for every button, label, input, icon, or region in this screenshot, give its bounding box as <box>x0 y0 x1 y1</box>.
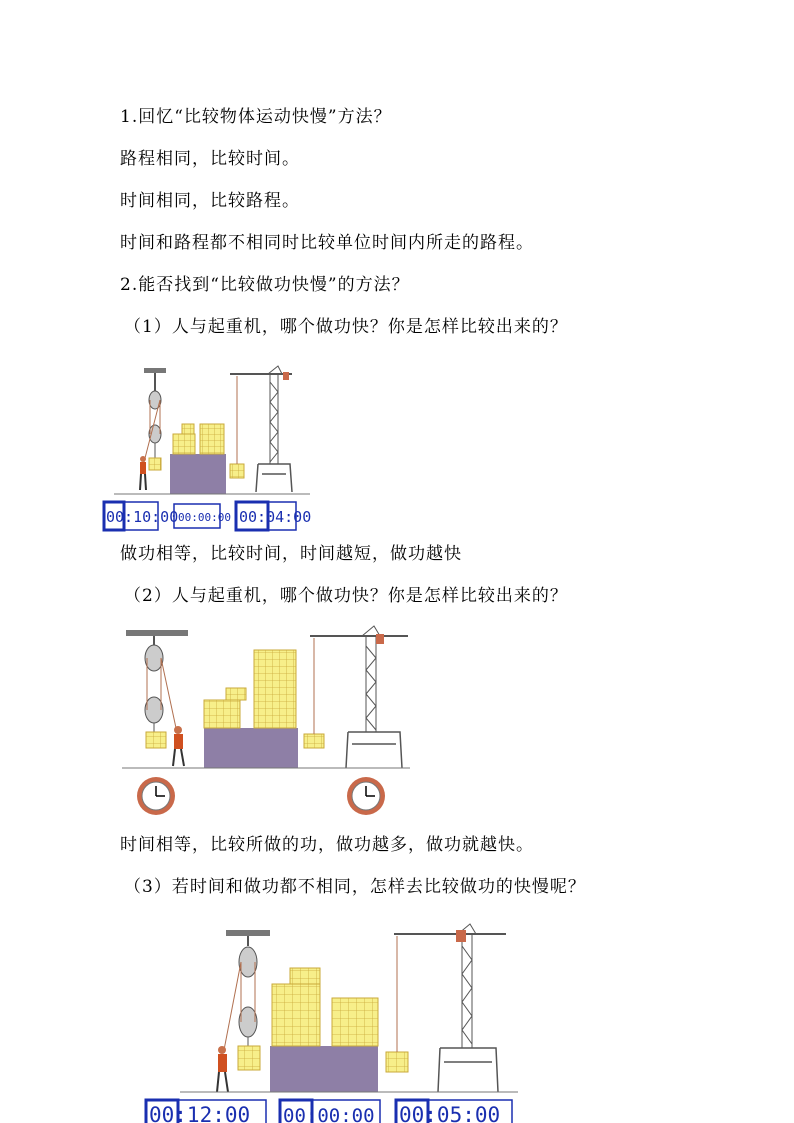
line-7: 做功相等，比较时间，时间越短，做功越快 <box>120 544 462 564</box>
line-3: 时间相同，比较路程。 <box>120 191 300 211</box>
figure-1-man-vs-crane <box>100 362 320 534</box>
timer-display-2 <box>280 1100 380 1123</box>
clock-icon <box>347 777 385 815</box>
timer-display-1 <box>104 502 178 530</box>
timer-3-text: 00:04:00 <box>239 508 312 526</box>
timer-1-text: 00:12:00 <box>149 1103 251 1123</box>
timer-2-text: 00:00:00 <box>178 511 231 524</box>
timer-display-3 <box>396 1100 512 1123</box>
timer-2-text: 00:00:00 <box>283 1105 375 1123</box>
line-1: 1.回忆“比较物体运动快慢”方法？ <box>120 107 392 127</box>
line-6: （1）人与起重机，哪个做功快？你是怎样比较出来的？ <box>124 317 568 337</box>
timer-3-text: 00:05:00 <box>399 1103 501 1123</box>
timer-display-3 <box>236 502 311 530</box>
line-2: 路程相同，比较时间。 <box>120 149 300 169</box>
clock-icon <box>137 777 175 815</box>
line-4: 时间和路程都不相同时比较单位时间内所走的路程。 <box>120 233 534 253</box>
timer-1-text: 00:10:00 <box>106 508 179 526</box>
timer-display-2 <box>174 504 231 528</box>
timer-display-1 <box>146 1100 266 1123</box>
line-10: （3）若时间和做功都不相同，怎样去比较做功的快慢呢？ <box>124 877 586 897</box>
figure-2-man-vs-crane-clocks <box>118 624 414 820</box>
figure-3-man-vs-crane-timers <box>140 922 520 1123</box>
line-9: 时间相等，比较所做的功，做功越多，做功就越快。 <box>120 835 534 855</box>
line-5: 2.能否找到“比较做功快慢”的方法？ <box>120 275 410 295</box>
line-8: （2）人与起重机，哪个做功快？你是怎样比较出来的？ <box>124 586 568 606</box>
